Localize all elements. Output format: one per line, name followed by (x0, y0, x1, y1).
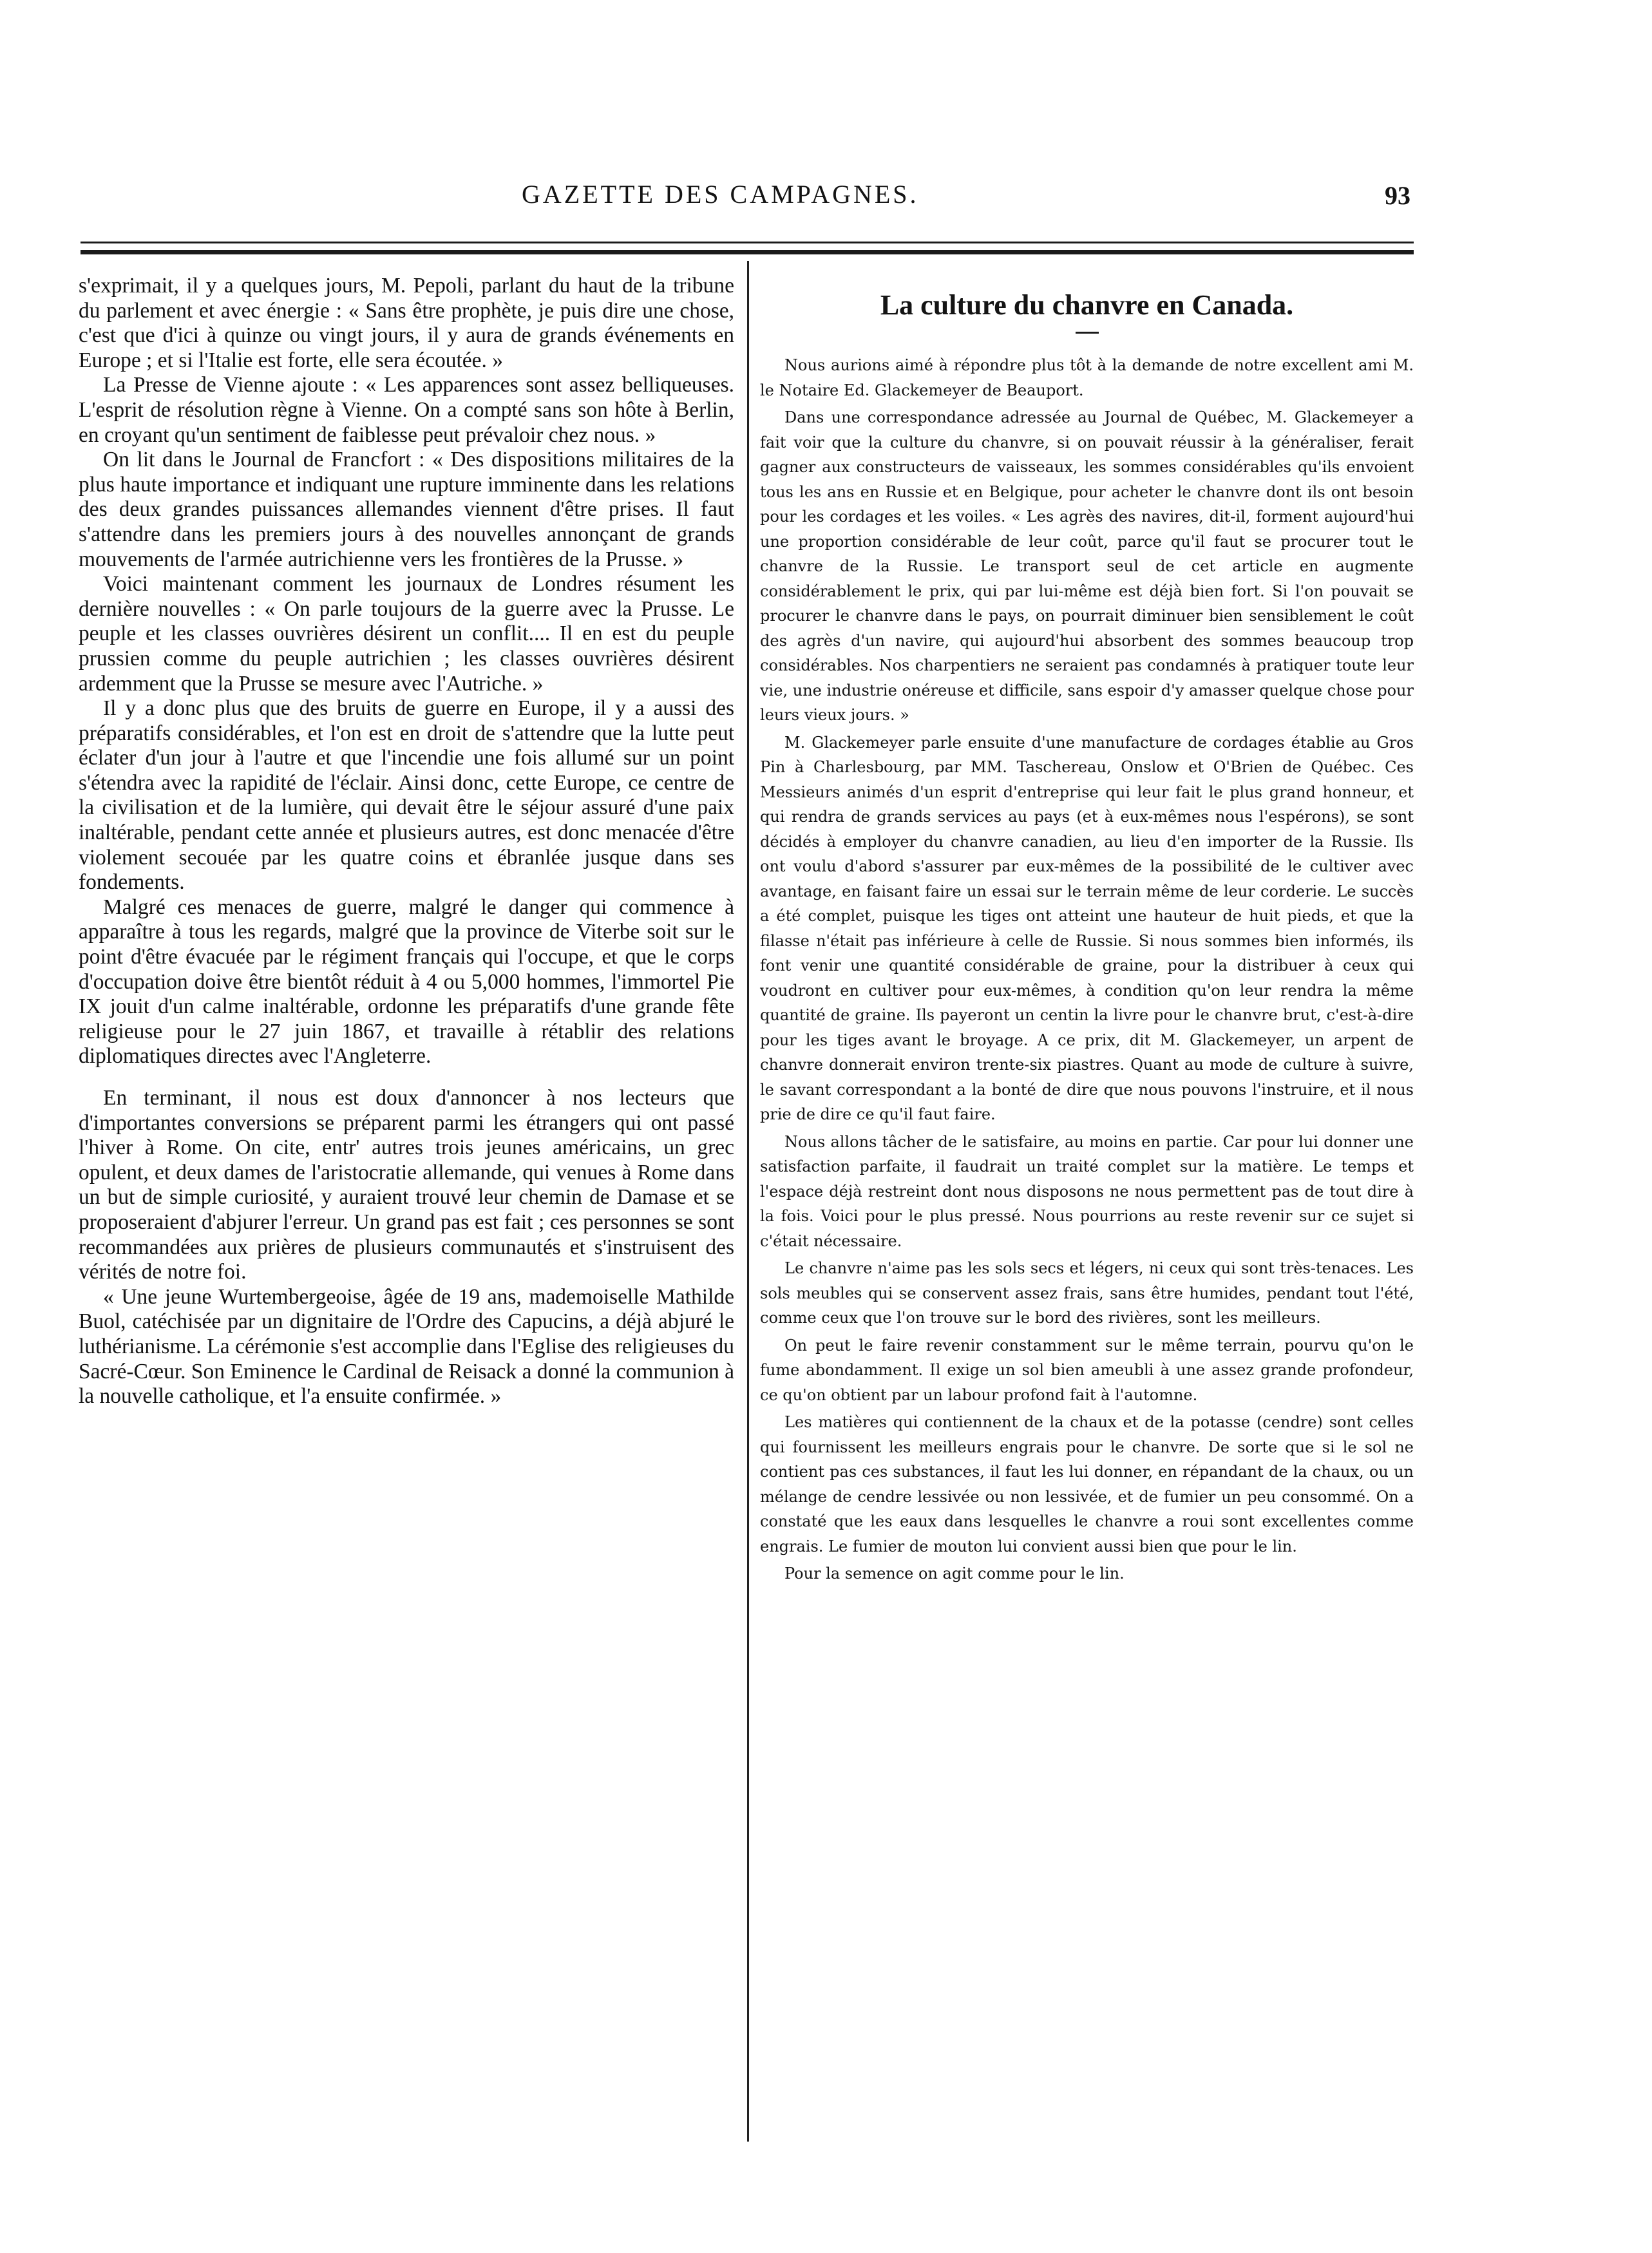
paragraph: Le chanvre n'aime pas les sols secs et légers, ni ceux qui sont très-tenaces. Les sols meubles qui se conservent assez frais, sans être humides, pendant tout l'été, comme ceux que l'on trouve sur le bord des rivières, sont les meilleurs. (760, 1259, 1414, 1327)
header-rule-thick (81, 250, 1414, 254)
paragraph: s'exprimait, il y a quelques jours, M. Pepoli, parlant du haut de la tribune du parlement et avec énergie : « Sans être prophète, je puis dire une chose, c'est que d'ici à quinze ou vingt jours, il y aura de grands événements en Europe ; et si l'Italie est forte, elle sera écoutée. » (79, 274, 734, 372)
paragraph: En terminant, il nous est doux d'annoncer à nos lecteurs que d'importantes conversions se préparent parmi les étrangers qui ont passé l'hiver à Rome. On cite, entr' autres trois jeunes américains, un grec opulent, et deux dames de l'aristocratie allemande, qui venues à Rome dans un but de simple curiosité, y auraient trouvé leur chemin de Damase et se proposeraient d'abjurer l'erreur. Un grand pas est fait ; ces personnes se sont recommandées aux prières de plusieurs communautés et s'instruisent des vérités de notre foi. (79, 1086, 734, 1284)
paragraph: Voici maintenant comment les journaux de Londres résument les dernière nouvelles : « On parle toujours de la guerre avec la Prusse. Le peuple et les classes ouvrières désirent un conflit.... Il en est du peuple prussien comme du peuple autrichien ; les classes ouvrières désirent ardemment que la Prusse se mesure avec l'Autriche. » (79, 572, 734, 696)
page-header (84, 174, 1410, 225)
paragraph: La Presse de Vienne ajoute : « Les apparences sont assez belliqueuses. L'esprit de résolution règne à Vienne. On a compté sans son hôte à Berlin, en croyant qu'un sentiment de faiblesse peut prévaloir chez nous. » (79, 373, 734, 447)
column-divider (747, 261, 749, 2142)
paragraph: On peut le faire revenir constamment sur le même terrain, pourvu qu'on le fume abondamment. Il exige un sol bien ameubli à une assez grande profondeur, ce qu'on obtient par un labour profond fait à l'automne. (760, 1336, 1414, 1404)
page-number: 93 (1385, 181, 1410, 210)
paragraph: Les matières qui contiennent de la chaux et de la potasse (cendre) sont celles qui fournissent les meilleurs engrais pour le chanvre. De sorte que si le sol ne contient pas ces substances, il faut les lui donner, en répandant de la chaux, ou un mélange de cendre lessivée ou non lessivée, et de fumier un peu consommé. On a constaté que les eaux dans lesquelles le chanvre a roui sont excellentes comme engrais. Le fumier de mouton lui convient aussi bien que pour le lin. (760, 1413, 1414, 1555)
header-rule-thin (81, 242, 1414, 243)
paragraph: Malgré ces menaces de guerre, malgré le danger qui commence à apparaître à tous les regards, malgré que la province de Viterbe soit sur le point d'être évacuée par le régiment français qui l'occupe, et que le corps d'occupation doive être bientôt réduit à 4 ou 5,000 hommes, l'immortel Pie IX jouit d'un calme inaltérable, ordonne les préparatifs d'une grande fête religieuse pour le 27 juin 1867, et travaille à rétablir des relations diplomatiques directes avec l'Angleterre. (79, 895, 734, 1069)
running-title: GAZETTE DES CAMPAGNES. (522, 180, 919, 209)
paragraph: Dans une correspondance adressée au Journal de Québec, M. Glackemeyer a fait voir que la culture du chanvre, si on pouvait réussir à la généraliser, ferait gagner aux constructeurs de vaisseaux, les sommes considérables qu'ils envoient tous les ans en Russie et en Belgique, pour acheter le chanvre dont ils ont besoin pour les cordages et les voiles. « Les agrès des navires, dit-il, forment aujourd'hui une proportion considérable de leur coût, parce qu'il faut se procurer tout le chanvre de la Russie. Le transport seul de cet article en augmente considérablement le prix, qui par lui-même est déjà bien fort. Si l'on pouvait se procurer le chanvre dans le pays, on pourrait diminuer bien sensiblement le coût des agrès d'un navire, qui aujourd'hui absorbent des sommes beaucoup trop considérables. Nos charpentiers ne seraient pas condamnés à pratiquer toute leur vie, une industrie onéreuse et difficile, sans espoir d'y amasser quelque chose pour leurs vieux jours. » (760, 408, 1414, 724)
right-column (760, 274, 1414, 1589)
paragraph: Il y a donc plus que des bruits de guerre en Europe, il y a aussi des préparatifs considérables, et l'on est en droit de s'attendre que la lutte peut éclater d'un jour à l'autre et que l'incendie une fois allumé sur un point s'étendra avec la rapidité de l'éclair. Ainsi donc, cette Europe, ce centre de la civilisation et de la lumière, qui devait être le séjour assuré d'une paix inaltérable, pendant cette année et plusieurs autres, est donc menacée d'être violement secouée par les quatre coins et ébranlée jusque dans ses fondements. (79, 696, 734, 895)
paragraph: Nous aurions aimé à répondre plus tôt à la demande de notre excellent ami M. le Notaire Ed. Glackemeyer de Beauport. (760, 356, 1414, 399)
paragraph: On lit dans le Journal de Francfort : « Des dispositions militaires de la plus haute importance et indiquant une rupture imminente dans les relations des deux grandes puissances allemandes viennent d'être prises. Il faut s'attendre dans les premiers jours à des nouvelles annonçant de grands mouvements de l'armée autrichienne vers les frontières de la Prusse. » (79, 448, 734, 571)
paragraph: Pour la semence on agit comme pour le lin. (784, 1564, 1125, 1583)
paragraph: M. Glackemeyer parle ensuite d'une manufacture de cordages établie au Gros Pin à Charlesbourg, par MM. Taschereau, Onslow et O'Brien de Québec. Ces Messieurs animés d'un esprit d'entreprise qui leur fait le plus grand honneur, et qui rendra de grands services au pays (et à eux-mêmes nous l'espérons), se sont décidés à employer du chanvre canadien, au lieu d'en importer de la Russie. Ils ont voulu d'abord s'assurer par eux-mêmes de la possibilité de le cultiver avec avantage, en faisant faire un essai sur le terrain même de leur corderie. Le succès a été complet, puisque les tiges ont atteint une hauteur de huit pieds, et que la filasse n'était pas inférieure à celle de Russie. Si nous sommes bien informés, ils font venir une quantité considérable de graine, pour la distribuer à ceux qui voudront en cultiver pour eux-mêmes, à condition qu'on leur rendra la même quantité de graine. Ils payeront un centin la livre pour le chanvre brut, c'est-à-dire pour les tiges avant le broyage. A ce prix, dit M. Glackemeyer, un arpent de chanvre donnerait environ trente-six piastres. Quant au mode de culture à suivre, le savant correspondant a la bonté de dire que nous pouvons l'instruire, et il nous prie de dire ce qu'il faut faire. (760, 733, 1414, 1123)
article-title: La culture du chanvre en Canada. (880, 289, 1294, 321)
left-column (79, 274, 734, 1409)
title-separator (1076, 332, 1099, 334)
paragraph: Nous allons tâcher de le satisfaire, au moins en partie. Car pour lui donner une satisfaction parfaite, il faudrait un traité complet sur la matière. Le temps et l'espace déjà restreint dont nous disposons ne nous permettent pas de tout dire à la fois. Voici pour le plus pressé. Nous pourrions au reste revenir sur ce sujet si c'était nécessaire. (760, 1132, 1414, 1250)
paragraph: « Une jeune Wurtembergeoise, âgée de 19 ans, mademoiselle Mathilde Buol, catéchisée par un dignitaire de l'Ordre des Capucins, a déjà abjuré le luthérianisme. La cérémonie s'est accomplie dans l'Eglise des religieuses du Sacré-Cœur. Son Eminence le Cardinal de Reisack a donné la communion à la nouvelle catholique, et l'a ensuite confirmée. » (79, 1284, 734, 1409)
